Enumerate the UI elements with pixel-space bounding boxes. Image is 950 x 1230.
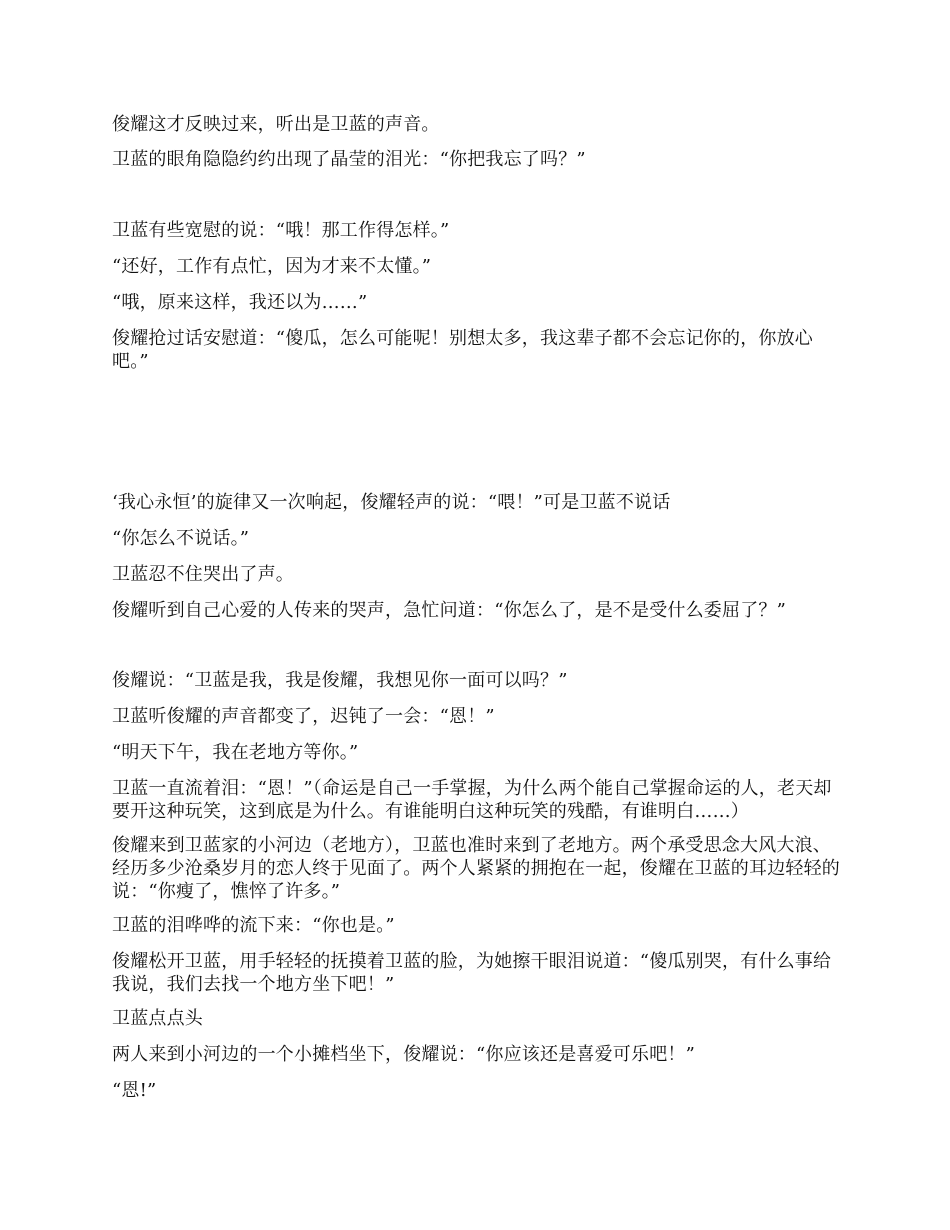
paragraph: 卫蓝点点头 bbox=[112, 1008, 203, 1029]
paragraph: 卫蓝听俊耀的声音都变了，迟钝了一会：“恩！” bbox=[112, 706, 495, 727]
paragraph: 卫蓝的眼角隐隐约约出现了晶莹的泪光：“你把我忘了吗？” bbox=[112, 149, 586, 170]
paragraph: “你怎么不说话。” bbox=[112, 528, 250, 549]
paragraph: 卫蓝一直流着泪：“恩！”（命运是自己一手掌握，为什么两个能自己掌握命运的人，老天却要开这种玩笑，这到底是为什么。有谁能明白这种玩笑的残酷，有谁明白……） bbox=[112, 778, 832, 822]
paragraph: 卫蓝的泪哗哗的流下来：“你也是。” bbox=[112, 915, 395, 936]
paragraph: 俊耀来到卫蓝家的小河边（老地方），卫蓝也准时来到了老地方。两个承受思念大风大浪、经历多少沧桑岁月的恋人终于见面了。两个人紧紧的拥抱在一起，俊耀在卫蓝的耳边轻轻的说：“你瘦了，憔悴了许多。” bbox=[112, 835, 840, 902]
paragraph: 俊耀抢过话安慰道：“傻瓜，怎么可能呢！别想太多，我这辈子都不会忘记你的，你放心吧。” bbox=[112, 328, 813, 372]
paragraph: 俊耀这才反映过来，听出是卫蓝的声音。 bbox=[112, 114, 440, 135]
paragraph: “还好，工作有点忙，因为才来不太懂。” bbox=[112, 256, 432, 277]
paragraph: “哦，原来这样，我还以为……” bbox=[112, 292, 368, 313]
paragraph: 俊耀松开卫蓝，用手轻轻的抚摸着卫蓝的脸，为她擦干眼泪说道：“傻瓜别哭，有什么事给我说，我们去找一个地方坐下吧！” bbox=[112, 951, 832, 995]
paragraph: “明天下午，我在老地方等你。” bbox=[112, 742, 359, 763]
paragraph: 俊耀听到自己心爱的人传来的哭声，急忙问道：“你怎么了，是不是受什么委屈了？” bbox=[112, 600, 787, 621]
paragraph: “恩!” bbox=[112, 1080, 157, 1101]
paragraph: 卫蓝忍不住哭出了声。 bbox=[112, 564, 294, 585]
paragraph: ‘我心永恒’的旋律又一次响起，俊耀轻声的说：“喂！”可是卫蓝不说话 bbox=[112, 492, 671, 513]
paragraph: 两人来到小河边的一个小摊档坐下，俊耀说：“你应该还是喜爱可乐吧！” bbox=[112, 1044, 696, 1065]
paragraph: 俊耀说：“卫蓝是我，我是俊耀，我想见你一面可以吗？” bbox=[112, 670, 568, 691]
paragraph: 卫蓝有些宽慰的说：“哦！那工作得怎样。” bbox=[112, 220, 450, 241]
